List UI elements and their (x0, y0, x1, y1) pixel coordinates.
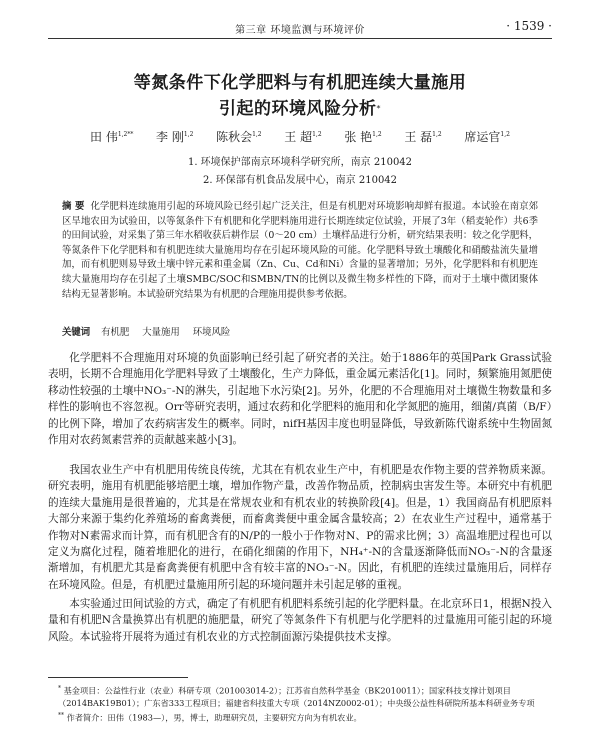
title-line-1: 等氮条件下化学肥料与有机肥连续大量施用 (133, 73, 467, 93)
author-affiliation-marker: 1,2 (500, 131, 510, 138)
paragraph-text: 本实验通过田间试验的方式，确定了有机肥有机肥料系统引起的化学肥料量。在北京环日1，根据N投入量和有机肥N含量换算出有机肥的施肥量，研究了等氮条件下有机肥与化学肥料的过量施用可能引起的环境风险。本试验将开展将为通过有机农业的方式控制面源污染提供技术支撑。 (48, 598, 552, 643)
author-affiliation-marker: 1,2 (252, 131, 262, 138)
keywords-label: 关键词 (62, 327, 91, 338)
affiliation-1: 1. 环境保护部南京环境科学研究所，南京 210042 (187, 157, 413, 168)
author (156, 128, 193, 145)
paragraph-text: 化学肥料不合理施用对环境的负面影响已经引起了研究者的关注。始于1886年的英国Park Grass试验表明，长期不合理施用化学肥料导致了土壤酸化，生产力降低，重金属元素活化[1]。同时，频繁施用氮肥使移动性较强的土壤中NO₃⁻-N的淋失，引起地下水污染[2]。另外，化肥的不合理施用对土壤微生物数量和多样性的影响也不容忽视。Orr等研究表明，通过农药和化学肥料的施用和化学氮肥的施用，细菌/真菌（B/F）的比例下降，增加了农药病害发生的概率。同时，nifH基因丰度也明显降低，导致新陈代谢系统中生物固氮作用对农药氮素营养的贡献越来越小[3]。 (48, 352, 552, 447)
title-line-2-text: 引起的环境风险分析 (219, 99, 377, 119)
author (284, 128, 321, 145)
author-name: 席运官 (464, 130, 501, 144)
running-header-title: 第三章 环境监测与环境评价 (235, 25, 365, 36)
footnote-author-bio (58, 710, 552, 724)
keywords (62, 324, 538, 338)
abstract (62, 200, 538, 302)
body-paragraph-3 (48, 596, 552, 645)
title-line-2 (48, 96, 552, 122)
footnote-divider (48, 677, 188, 678)
author-name: 王 磊 (404, 130, 433, 144)
author-name: 王 超 (284, 130, 313, 144)
author (216, 128, 262, 145)
footnote-marker: ** (58, 711, 64, 719)
author-affiliation-marker: 1,2 (432, 131, 442, 138)
author-name: 李 刚 (156, 130, 184, 144)
abstract-label: 摘 要 (62, 201, 85, 212)
author (464, 128, 510, 145)
author (404, 128, 441, 145)
body-paragraph-2 (48, 462, 552, 593)
author-affiliation-marker: 1,2** (117, 131, 134, 138)
footnote-text: 基金项目：公益性行业（农业）科研专项（201003014-2）；江苏省自然科学基金（BK2010011）；国家科技支撑计划项目（2014BAK19B01）；广东省333工程项目；福建省科技重大专项（2014NZ0002-01）；中央级公益性科研院所基本科研业务专项 (58, 685, 535, 709)
footnotes (58, 683, 552, 724)
title-footnote-marker: * (376, 104, 381, 113)
author-list (48, 128, 552, 145)
author-affiliation-marker: 1,2 (312, 131, 322, 138)
author-affiliation-marker: 1,2 (372, 131, 382, 138)
article-title (48, 70, 552, 122)
author-name: 田 伟 (90, 130, 118, 144)
keyword: 环境风险 (192, 327, 231, 338)
running-header (48, 18, 552, 39)
keyword: 有机肥 (101, 327, 130, 338)
page-number: · 1539 · (506, 19, 552, 33)
footnote-funding (58, 683, 552, 710)
author-name: 张 艳 (344, 130, 373, 144)
author-name: 陈秋会 (216, 130, 253, 144)
affiliation-2: 2. 环保部有机食品发展中心，南京 210042 (202, 175, 398, 186)
footnote-marker: * (58, 685, 61, 692)
body-paragraph-1 (48, 350, 552, 448)
abstract-text: 化学肥料连续施用引起的环境风险已经引起广泛关注，但是有机肥对环境影响却鲜有报道。本试验在南京郊区旱地农田为试验田，以等氮条件下有机肥和化学肥料施用进行长期连续定位试验，开展了3年（稻麦轮作）共6季的田间试验，对采集了第三年水稻收获后耕作层（0～20 cm）土壤样品进行分析，研究结果表明：较之化学肥料，等氮条件下化学肥料和有机肥连续大量施用均存在引起环境风险的可能。化学肥料导致土壤酸化和硝酸盐流失量增加，而有机肥则易导致土壤中锌元素和重金属（Zn、Cu、Cd和Ni）含量的显著增加；另外，化学肥料和有机肥连续大量施用均存在引起了土壤SMBC/SOC和SMBN/TN的比例以及微生物多样性的下降，而对于土壤中微团聚体结构无显著影响。本试验研究结果为有机肥的合理施用提供参考依据。 (62, 201, 538, 300)
keyword: 大量施用 (142, 327, 180, 338)
author (344, 128, 381, 145)
author-affiliation-marker: 1,2 (183, 131, 194, 138)
author (90, 128, 133, 145)
paragraph-text: 我国农业生产中有机肥用传统良传统，尤其在有机农业生产中，有机肥是农作物主要的营养物质来源。研究表明，施用有机肥能够培肥土壤，增加作物产量，改善作物品质，控制病虫害发生等。本研究中有机肥的连续大量施用是很普遍的，尤其是在常规农业和有机农业的转换阶段[4]。但是，1）我国商品有机肥原料大部分来源于集约化养殖场的畜禽粪便，而畜禽粪便中重金属含量较高；2）在农业生产过程中，通常基于作物对N素需求而计算，而有机肥含有的N/P的一般小于作物对N、P的需求比例；3）高温堆肥过程也可以定义为腐化过程，随着堆肥化的进行，在硝化细菌的作用下，NH₄⁺-N的含量逐渐降低而NO₃⁻-N的含量逐渐增加，有机肥尤其是畜禽粪便有机肥中含有较丰富的NO₃⁻-N。因此，有机肥的连续过量施用后，同样存在环境风险。但是，有机肥过量施用所引起的环境问题并未引起足够的重视。 (48, 464, 552, 591)
footnote-text: 作者简介：田伟（1983—），男，博士，助理研究员，主要研究方向为有机农业。 (66, 712, 362, 723)
